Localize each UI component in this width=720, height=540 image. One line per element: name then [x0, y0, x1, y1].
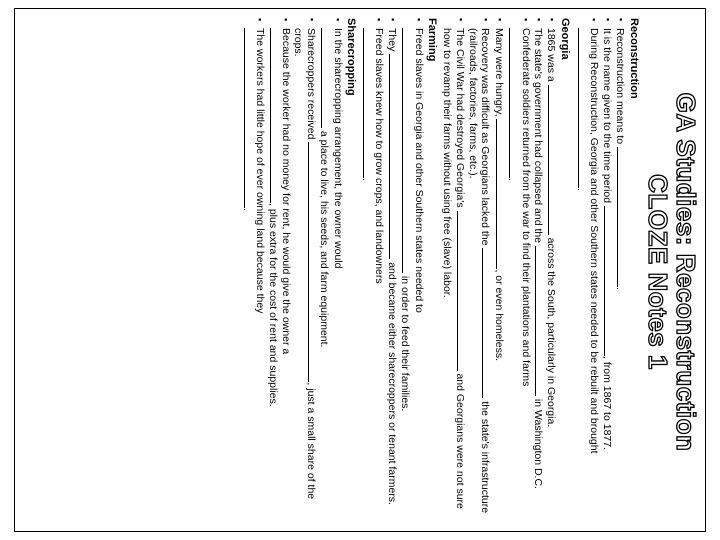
section-heading-georgia: Georgia [559, 18, 572, 60]
section-heading-reconstruction: Reconstruction [628, 18, 640, 99]
list-item: ▪ Confederate soldiers returned from the war to find their plantations and farms . [506, 18, 532, 526]
blank-line [509, 28, 519, 178]
list-item: ▪ The Civil War had destroyed Georgia's and Georgians were not sure how to revamp their farms without using free (slave) labor. [441, 18, 467, 526]
list-item: ▪ Freed slaves knew how to grow crops, and landowners . [360, 18, 386, 526]
list-item: ▪ Many were hungry, , or even homeless. [492, 18, 505, 526]
section-heading-farming: Farming [425, 18, 438, 62]
blank-line [308, 142, 318, 382]
blank-line [496, 119, 506, 269]
blank-line [270, 28, 280, 203]
list-item: ▪ Reconstruction means to . [614, 18, 627, 526]
list-item: ▪ It is the name given to the time period , from 1867 to 1877. [600, 18, 613, 526]
blank-line [604, 206, 614, 356]
cloze-notes-page [16, 10, 704, 530]
list-item: ▪ They and became either sharecroppers or tenant farmers. [386, 18, 399, 526]
blank-line [244, 28, 254, 208]
title-line-1: GA Studies: Reconstruction [671, 92, 701, 452]
list-item: ▪ In the sharecropping arrangement, the owner would a place to live, his seeds, and farm equipment. [318, 18, 344, 526]
blank-line [389, 54, 399, 259]
blank-line [548, 85, 558, 235]
list-item: ▪ Freed slaves in Georgia and other Southern states needed to in order to feed their families. [399, 18, 425, 526]
section-heading-sharecropping: Sharecropping [344, 18, 357, 96]
blank-line [535, 246, 545, 396]
list-item: ▪ The workers had little hope of ever owning land because they . [240, 18, 266, 526]
blank-line [578, 28, 588, 188]
list-item: ▪ The state's government had collapsed and the in Washington D.C. [532, 18, 545, 526]
blank-line [363, 28, 373, 178]
list-sharecropping [240, 18, 343, 526]
list-reconstruction [574, 18, 627, 526]
blank-line [321, 28, 331, 128]
list-item: ▪ 1865 was a across the South, particularly in Georgia. [545, 18, 558, 526]
list-item: ▪ Sharecroppers received , just a small share of the crops. [292, 18, 318, 526]
list-item: ▪ Because the worker had no money for rent, he would give the owner a , plus extra for the cost of rent and supplies. [266, 18, 292, 526]
list-georgia [441, 18, 559, 526]
list-farming [360, 18, 425, 526]
list-item: ▪ Recovery was difficult as Georgians lacked the the state's infrastructure (railroads, factories, farms, etc.). [467, 18, 493, 526]
title-line-2: CLOZE Notes 1 [643, 174, 673, 370]
blank-line [617, 147, 627, 287]
blank-line [482, 248, 492, 398]
blank-line [402, 28, 412, 273]
blank-line [457, 211, 467, 371]
list-item: ▪ During Reconstruction, Georgia and other Southern states needed to be rebuilt and brought . [574, 18, 600, 526]
